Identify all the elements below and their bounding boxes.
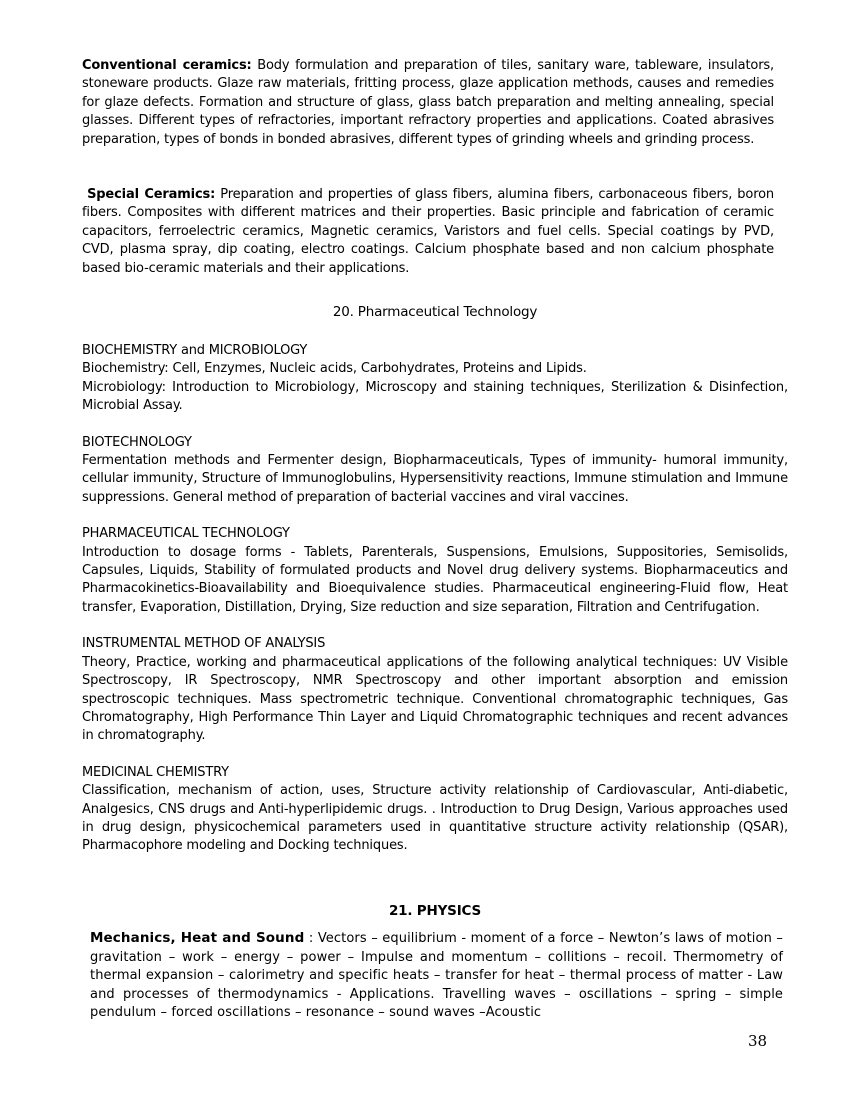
section-20-title: 20. Pharmaceutical Technology: [332, 304, 538, 320]
physics-text: : Vectors – equilibrium - moment of a force – Newton’s laws of motion – gravitation – work – energy – power – Impulse and momentum – collitions – recoil. Thermometry of thermal expansion – calorimetry and specific heats – transfer for heat – thermal process of matter - Law and processes of thermodynamics - Applications. Travelling waves – oscillations – spring – simple pendulum – forced oscillations – resonance – sound waves –Acoustic: [90, 931, 783, 1021]
physics-paragraph: [90, 929, 783, 1023]
topic-heading: BIOTECHNOLOGY: [82, 434, 192, 450]
conventional-ceramics-paragraph: [82, 57, 774, 149]
section-20-body: [82, 342, 788, 874]
physics-lead: Mechanics, Heat and Sound: [90, 930, 305, 946]
conventional-ceramics-text: Body formulation and preparation of tiles, sanitary ware, tableware, insulators, stoneware products. Glaze raw materials, fritting process, glaze application methods, causes and remedies for glaze defects. Formation and structure of glass, glass batch preparation and melting annealing, special glasses. Different types of refractories, important refractory properties and applications. Coated abrasives preparation, types of bonds in bonded abrasives, different types of grinding wheels and grinding process.: [82, 58, 774, 147]
special-ceramics-paragraph: [82, 186, 774, 278]
topic-medicinal-chemistry: [82, 764, 788, 856]
topic-instrumental-analysis: [82, 635, 788, 745]
topic-biotechnology: [82, 434, 788, 508]
topic-heading: INSTRUMENTAL METHOD OF ANALYSIS: [82, 636, 326, 652]
conventional-ceramics-lead: Conventional ceramics:: [82, 58, 252, 73]
topic-line: Biochemistry: Cell, Enzymes, Nucleic acids, Carbohydrates, Proteins and Lipids.: [82, 361, 587, 377]
topic-line: Fermentation methods and Fermenter design, Biopharmaceuticals, Types of immunity- humoral immunity, cellular immunity, Structure of Immunoglobulins, Hypersensitivity reactions, Immune stimulation and Immune suppressions. General method of preparation of bacterial vaccines and viral vaccines.: [82, 453, 788, 505]
topic-heading: MEDICINAL CHEMISTRY: [82, 764, 229, 780]
topic-heading: PHARMACEUTICAL TECHNOLOGY: [82, 526, 290, 542]
section-21-title: 21. PHYSICS: [388, 903, 481, 919]
topic-biochemistry: [82, 342, 788, 416]
page-number: 38: [748, 1032, 768, 1050]
special-ceramics-text: Preparation and properties of glass fibers, alumina fibers, carbonaceous fibers, boron fibers. Composites with different matrices and their properties. Basic principle and fabrication of ceramic capacitors, ferroelectric ceramics, Magnetic ceramics, Varistors and fuel cells. Special coatings by PVD, CVD, plasma spray, dip coating, electro coatings. Calcium phosphate based and non calcium phosphate based bio-ceramic materials and their applications.: [82, 187, 775, 276]
topic-line: Microbiology: Introduction to Microbiology, Microscopy and staining techniques, Sterilization & Disinfection, Microbial Assay.: [82, 379, 788, 414]
topic-line: Theory, Practice, working and pharmaceutical applications of the following analytical techniques: UV Visible Spectroscopy, IR Spectroscopy, NMR Spectroscopy and other important absorption and emission spectroscopic techniques. Mass spectrometric technique. Conventional chromatographic techniques, Gas Chromatography, High Performance Thin Layer and Liquid Chromatographic techniques and recent advances in chromatography.: [82, 654, 788, 744]
topic-line: Classification, mechanism of action, uses, Structure activity relationship of Cardiovascular, Anti-diabetic, Analgesics, CNS drugs and Anti-hyperlipidemic drugs. . Introduction to Drug Design, Various approaches used in drug design, physicochemical parameters used in quantitative structure activity relationship (QSAR), Pharmacophore modeling and Docking techniques.: [82, 783, 788, 854]
topic-line: Introduction to dosage forms - Tablets, Parenterals, Suspensions, Emulsions, Suppositories, Semisolids, Capsules, Liquids, Stability of formulated products and Novel drug delivery systems. Biopharmaceutics and Pharmacokinetics-Bioavailability and Bioequivalence studies. Pharmaceutical engineering-Fluid flow, Heat transfer, Evaporation, Distillation, Drying, Size reduction and size separation, Filtration and Centrifugation.: [82, 544, 788, 615]
topic-heading: BIOCHEMISTRY and MICROBIOLOGY: [82, 343, 308, 358]
special-ceramics-lead: Special Ceramics:: [87, 187, 216, 202]
topic-pharmaceutical-technology: [82, 525, 788, 617]
